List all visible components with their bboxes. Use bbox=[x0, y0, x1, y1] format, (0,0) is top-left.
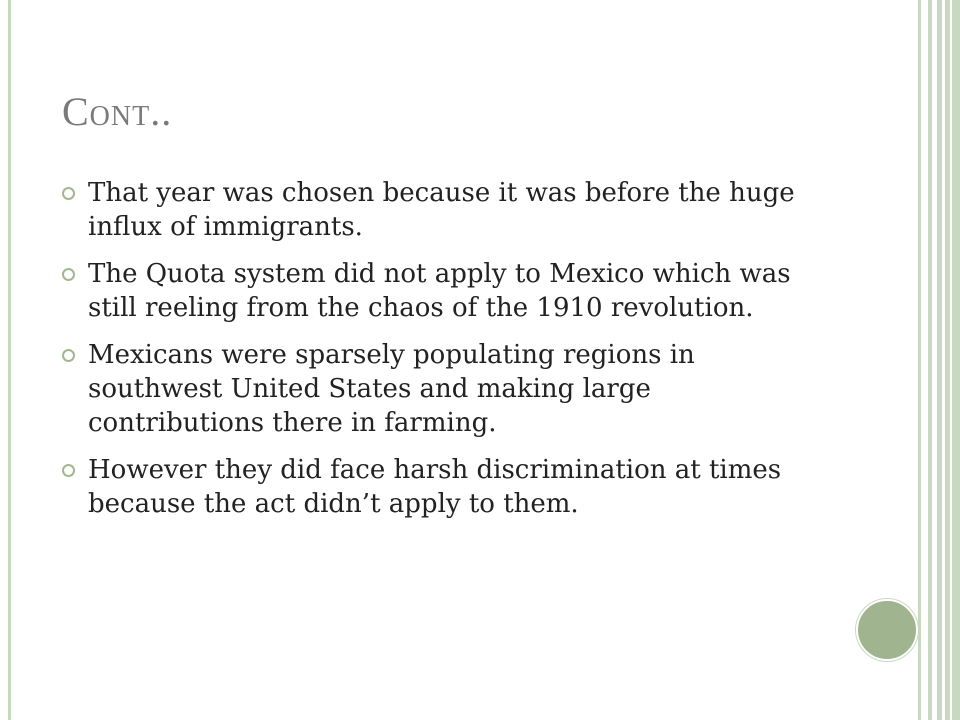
bullet-text: However they did face harsh discrimination at times because the act didn’t apply to them. bbox=[88, 455, 782, 519]
bullet-list bbox=[62, 176, 822, 534]
right-frame-stripes bbox=[918, 0, 960, 720]
list-item bbox=[62, 453, 822, 521]
right-stripe-gap bbox=[942, 0, 945, 720]
list-item bbox=[62, 257, 822, 325]
green-circle-icon bbox=[856, 599, 918, 661]
bullet-text: The Quota system did not apply to Mexico which was still reeling from the chaos of the 1910 revolution. bbox=[88, 259, 791, 323]
hollow-circle-bullet-icon bbox=[62, 349, 75, 362]
list-item bbox=[62, 338, 822, 440]
bullet-text: Mexicans were sparsely populating regions in southwest United States and making large contributions there in farming. bbox=[88, 340, 695, 438]
right-stripe-gap bbox=[950, 0, 952, 720]
bullet-text: That year was chosen because it was before the huge influx of immigrants. bbox=[88, 178, 795, 242]
hollow-circle-bullet-icon bbox=[62, 268, 75, 281]
list-item bbox=[62, 176, 822, 244]
left-frame-line bbox=[8, 0, 11, 720]
hollow-circle-bullet-icon bbox=[62, 464, 75, 477]
hollow-circle-bullet-icon bbox=[62, 187, 75, 200]
slide-title: Cont.. bbox=[62, 89, 173, 134]
